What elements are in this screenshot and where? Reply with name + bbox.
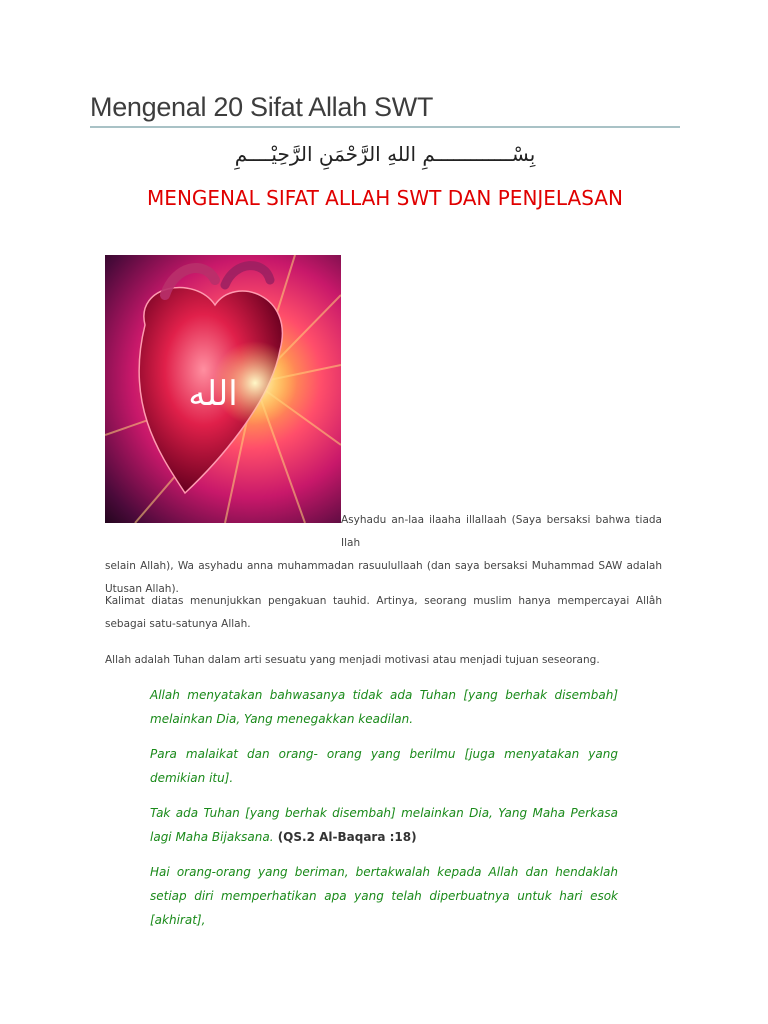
paragraph-tuhan: Allah adalah Tuhan dalam arti sesuatu yang menjadi motivasi atau menjadi tujuan seseorang. xyxy=(105,654,600,666)
quote-2-text: Para malaikat dan orang- orang yang berilmu [juga menyatakan yang demikian itu]. xyxy=(150,747,618,785)
heart-calligraphy-image xyxy=(105,255,341,523)
paragraph-shahada xyxy=(105,509,662,601)
document-title: Mengenal 20 Sifat Allah SWT xyxy=(90,92,434,122)
quote-1-text: Allah menyatakan bahwasanya tidak ada Tuhan [yang berhak disembah] melainkan Dia, Yang menegakkan keadilan. xyxy=(150,688,618,726)
paragraph-tauhid: Kalimat diatas menunjukkan pengakuan tauhid. Artinya, seorang muslim hanya mempercayai Allâh sebagai satu-satunya Allah. xyxy=(105,595,662,630)
allah-calligraphy: الله xyxy=(188,374,238,414)
heart-illustration xyxy=(105,255,341,523)
quote-2 xyxy=(150,742,618,790)
basmala-text: بِسْـــــــــــــمِ اللهِ الرَّحْمَنِ الرَّحِيْــــمِ xyxy=(234,142,536,166)
section-heading: MENGENAL SIFAT ALLAH SWT DAN PENJELASAN xyxy=(147,186,623,210)
quote-1 xyxy=(150,683,618,731)
quote-3 xyxy=(150,801,618,849)
quote-4-text: Hai orang-orang yang beriman, bertakwalah kepada Allah dan hendaklah setiap diri memperhatikan apa yang telah diperbuatnya untuk hari esok [akhirat], xyxy=(150,865,618,927)
title-divider xyxy=(90,126,680,128)
quote-3-text: Tak ada Tuhan [yang berhak disembah] melainkan Dia, Yang Maha Perkasa lagi Maha Bijaksana. xyxy=(150,806,618,844)
quote-3-citation: (QS.2 Al-Baqara :18) xyxy=(273,830,417,844)
paragraph-shahada-rest: selain Allah), Wa asyhadu anna muhammadan rasuulullaah (dan saya bersaksi Muhammad SAW adalah Utusan Allah). xyxy=(105,560,662,595)
quote-4 xyxy=(150,860,618,932)
paragraph-shahada-lead: Asyhadu an-laa ilaaha illallaah (Saya bersaksi bahwa tiada Ilah xyxy=(341,514,662,549)
